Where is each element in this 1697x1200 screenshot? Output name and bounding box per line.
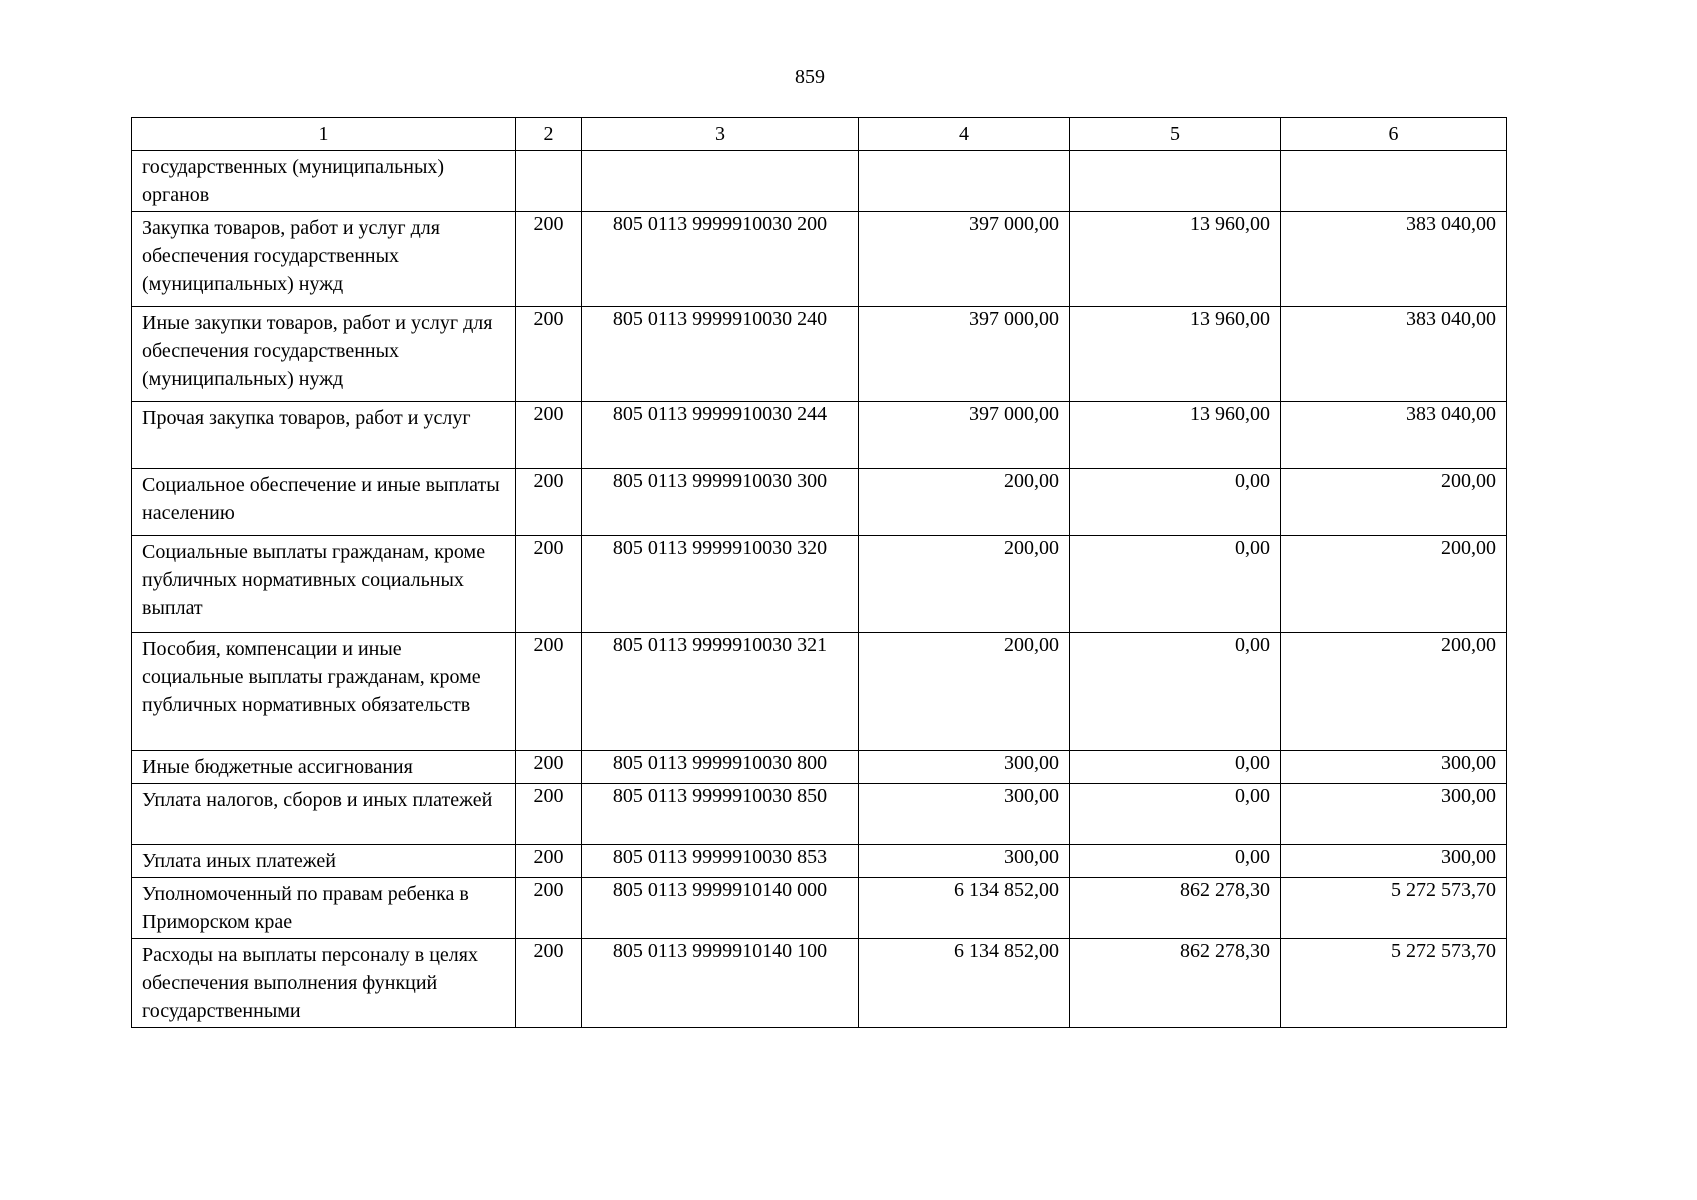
page-number: 859 [795,66,825,88]
remaining-amount-cell: 200,00 [1281,633,1507,751]
remaining-amount-cell: 383 040,00 [1281,307,1507,402]
remaining-amount-cell: 383 040,00 [1281,402,1507,469]
expense-name-cell: Прочая закупка товаров, работ и услуг [132,402,516,469]
approved-amount-cell: 200,00 [859,536,1070,633]
table-row [132,307,1507,402]
approved-amount-cell: 397 000,00 [859,212,1070,307]
remaining-amount-cell: 200,00 [1281,469,1507,536]
executed-amount-cell: 0,00 [1070,751,1281,784]
table-row [132,469,1507,536]
approved-amount-cell: 300,00 [859,845,1070,878]
expense-name-cell: Уполномоченный по правам ребенка в Приморском крае [132,878,516,939]
approved-amount-cell: 6 134 852,00 [859,939,1070,1028]
line-code-cell: 200 [516,307,582,402]
approved-amount-cell: 397 000,00 [859,402,1070,469]
line-code-cell: 200 [516,402,582,469]
column-header: 3 [582,118,859,151]
budget-classification-code-cell: 805 0113 9999910030 853 [582,845,859,878]
budget-classification-code-cell: 805 0113 9999910140 000 [582,878,859,939]
column-header: 4 [859,118,1070,151]
budget-classification-code-cell: 805 0113 9999910030 320 [582,536,859,633]
expense-name-cell: Социальные выплаты гражданам, кроме публичных нормативных социальных выплат [132,536,516,633]
table-row [132,751,1507,784]
budget-classification-code-cell: 805 0113 9999910030 321 [582,633,859,751]
remaining-amount-cell [1281,151,1507,212]
expense-name-cell: Пособия, компенсации и иные социальные выплаты гражданам, кроме публичных нормативных обязательств [132,633,516,751]
remaining-amount-cell: 300,00 [1281,751,1507,784]
approved-amount-cell: 300,00 [859,784,1070,845]
expense-name-cell: государственных (муниципальных) органов [132,151,516,212]
line-code-cell: 200 [516,536,582,633]
line-code-cell: 200 [516,878,582,939]
expense-name-cell: Иные закупки товаров, работ и услуг для обеспечения государственных (муниципальных) нужд [132,307,516,402]
column-header: 5 [1070,118,1281,151]
line-code-cell: 200 [516,784,582,845]
table-header-row [132,118,1507,151]
table-row [132,784,1507,845]
executed-amount-cell: 13 960,00 [1070,212,1281,307]
executed-amount-cell: 13 960,00 [1070,402,1281,469]
table-row [132,845,1507,878]
executed-amount-cell [1070,151,1281,212]
executed-amount-cell: 13 960,00 [1070,307,1281,402]
budget-classification-code-cell: 805 0113 9999910140 100 [582,939,859,1028]
remaining-amount-cell: 200,00 [1281,536,1507,633]
approved-amount-cell: 200,00 [859,469,1070,536]
executed-amount-cell: 862 278,30 [1070,878,1281,939]
executed-amount-cell: 0,00 [1070,469,1281,536]
approved-amount-cell: 6 134 852,00 [859,878,1070,939]
line-code-cell: 200 [516,845,582,878]
table-row [132,402,1507,469]
line-code-cell: 200 [516,469,582,536]
approved-amount-cell: 200,00 [859,633,1070,751]
expense-name-cell: Социальное обеспечение и иные выплаты населению [132,469,516,536]
column-header: 2 [516,118,582,151]
table-row [132,212,1507,307]
budget-classification-code-cell: 805 0113 9999910030 200 [582,212,859,307]
line-code-cell: 200 [516,633,582,751]
table-row [132,151,1507,212]
expense-name-cell: Уплата налогов, сборов и иных платежей [132,784,516,845]
budget-classification-code-cell: 805 0113 9999910030 240 [582,307,859,402]
expense-name-cell: Иные бюджетные ассигнования [132,751,516,784]
remaining-amount-cell: 5 272 573,70 [1281,878,1507,939]
line-code-cell: 200 [516,212,582,307]
table-row [132,633,1507,751]
remaining-amount-cell: 5 272 573,70 [1281,939,1507,1028]
table-row [132,939,1507,1028]
approved-amount-cell: 397 000,00 [859,307,1070,402]
table-row [132,536,1507,633]
line-code-cell: 200 [516,751,582,784]
column-header: 1 [132,118,516,151]
executed-amount-cell: 0,00 [1070,784,1281,845]
expense-name-cell: Закупка товаров, работ и услуг для обеспечения государственных (муниципальных) нужд [132,212,516,307]
expense-name-cell: Уплата иных платежей [132,845,516,878]
budget-classification-code-cell: 805 0113 9999910030 800 [582,751,859,784]
approved-amount-cell: 300,00 [859,751,1070,784]
column-header: 6 [1281,118,1507,151]
budget-execution-table [131,117,1507,1028]
budget-classification-code-cell: 805 0113 9999910030 850 [582,784,859,845]
budget-classification-code-cell: 805 0113 9999910030 244 [582,402,859,469]
executed-amount-cell: 0,00 [1070,633,1281,751]
executed-amount-cell: 0,00 [1070,845,1281,878]
remaining-amount-cell: 300,00 [1281,784,1507,845]
line-code-cell [516,151,582,212]
remaining-amount-cell: 300,00 [1281,845,1507,878]
line-code-cell: 200 [516,939,582,1028]
budget-classification-code-cell [582,151,859,212]
executed-amount-cell: 0,00 [1070,536,1281,633]
expense-name-cell: Расходы на выплаты персоналу в целях обеспечения выполнения функций государственными [132,939,516,1028]
remaining-amount-cell: 383 040,00 [1281,212,1507,307]
executed-amount-cell: 862 278,30 [1070,939,1281,1028]
budget-classification-code-cell: 805 0113 9999910030 300 [582,469,859,536]
table-row [132,878,1507,939]
approved-amount-cell [859,151,1070,212]
